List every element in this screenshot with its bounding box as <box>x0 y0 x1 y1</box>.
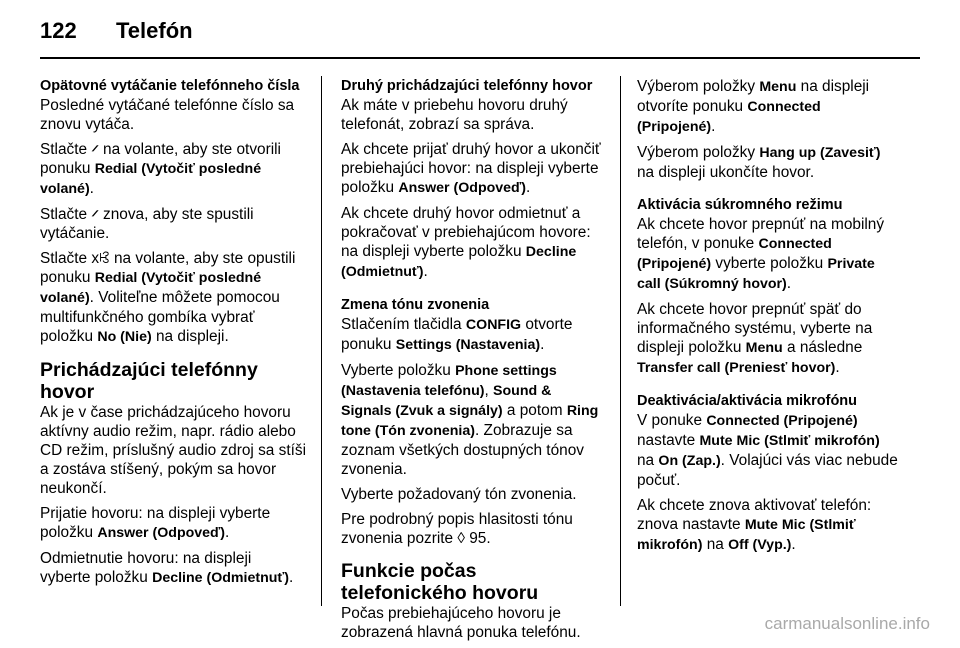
paragraph: Pre podrobný popis hlasitosti tónu zvonenia pozrite ◊ 95. <box>341 511 573 547</box>
column-3 <box>637 77 899 561</box>
paragraph: Stlačte 𝄍 na volante, aby ste otvorili ponuku Redial (Vytočiť posledné volané). <box>40 141 281 197</box>
page-title: Telefón <box>116 18 193 43</box>
paragraph: Ak chcete znova aktivovať telefón: znova nastavte Mute Mic (Stlmiť mikrofón) na Off (Vyp.). <box>637 497 872 553</box>
heading-second-call: Druhý prichádzajúci telefónny hovor <box>341 78 593 94</box>
paragraph: Výberom položky Menu na displeji otvoríte ponuku Connected (Pripojené). <box>637 78 870 135</box>
paragraph: Výberom položky Hang up (Zavesiť) na displeji ukončíte hovor. <box>637 144 881 181</box>
heading-mute-mic: Deaktivácia/aktivácia mikrofónu <box>637 393 858 409</box>
column-divider-2 <box>620 76 621 606</box>
paragraph: Ak chcete hovor prepnúť na mobilný telefón, v ponuke Connected (Pripojené) vyberte položku Private call (Súkromný hovor). <box>637 216 885 292</box>
paragraph: V ponuke Connected (Pripojené) nastavte Mute Mic (Stlmiť mikrofón) na On (Zap.). Volajúci vás viac nebude počuť. <box>637 412 898 489</box>
end-call-icon: xꕙ <box>91 250 110 267</box>
page-reference-link[interactable]: ◊ 95 <box>457 530 487 547</box>
paragraph: Počas prebiehajúceho hovoru je zobrazená hlavná ponuka telefónu. <box>341 605 581 641</box>
page-header <box>40 18 193 44</box>
paragraph: Prijatie hovoru: na displeji vyberte položku Answer (Odpoveď). <box>40 505 271 541</box>
paragraph: Stlačte 𝄍 znova, aby ste spustili vytáčanie. <box>40 206 254 242</box>
heading-private-mode: Aktivácia súkromného režimu <box>637 197 843 213</box>
paragraph: Ak chcete hovor prepnúť späť do informačného systému, vyberte na displeji položku Menu a následne Transfer call (Preniesť hovor). <box>637 301 873 376</box>
phone-icon: 𝄍 <box>91 141 99 158</box>
column-divider-1 <box>321 76 322 606</box>
column-1 <box>40 77 306 594</box>
paragraph: Posledné vytáčané telefónne číslo sa znovu vytáča. <box>40 97 295 133</box>
header-rule <box>40 57 920 59</box>
watermark: carmanualsonline.info <box>764 614 930 633</box>
page-number: 122 <box>40 18 77 43</box>
paragraph: Stlačte xꕙ na volante, aby ste opustili ponuku Redial (Vytočiť posledné volané). Voliteľne môžete pomocou multifunkčného gombíka vybrať položku No (Nie) na displeji. <box>40 250 296 345</box>
heading-redial: Opätovné vytáčanie telefónneho čísla <box>40 78 300 94</box>
paragraph: Odmietnutie hovoru: na displeji vyberte položku Decline (Odmietnuť). <box>40 550 294 586</box>
paragraph: Ak chcete prijať druhý hovor a ukončiť prebiehajúci hovor: na displeji vyberte položku Answer (Odpoveď). <box>341 141 601 196</box>
phone-icon: 𝄍 <box>91 206 99 223</box>
paragraph: Ak chcete druhý hovor odmietnuť a pokračovať v prebiehajúcom hovore: na displeji vyberte položku Decline (Odmietnuť). <box>341 205 591 280</box>
paragraph: Stlačením tlačidla CONFIG otvorte ponuku Settings (Nastavenia). <box>341 316 573 353</box>
heading-incoming-call: Prichádzajúci telefónny hovor <box>40 359 258 403</box>
heading-ring-tone: Zmena tónu zvonenia <box>341 297 490 313</box>
paragraph: Vyberte položku Phone settings (Nastavenia telefónu), Sound & Signals (Zvuk a signály) a potom Ring tone (Tón zvonenia). Zobrazuje sa zoznam všetkých dostupných tónov zvonenia. <box>341 362 599 478</box>
heading-call-functions: Funkcie počas telefonického hovoru <box>341 560 539 604</box>
paragraph: Ak je v čase prichádzajúceho hovoru aktívny audio režim, napr. rádio alebo CD režim, príslušný audio zdroj sa stíši a zostáva stíšený, pokým sa hovor neukončí. <box>40 404 306 497</box>
column-2 <box>341 77 603 648</box>
paragraph: Vyberte požadovaný tón zvonenia. <box>341 486 577 503</box>
paragraph: Ak máte v priebehu hovoru druhý telefonát, zobrazí sa správa. <box>341 97 568 133</box>
